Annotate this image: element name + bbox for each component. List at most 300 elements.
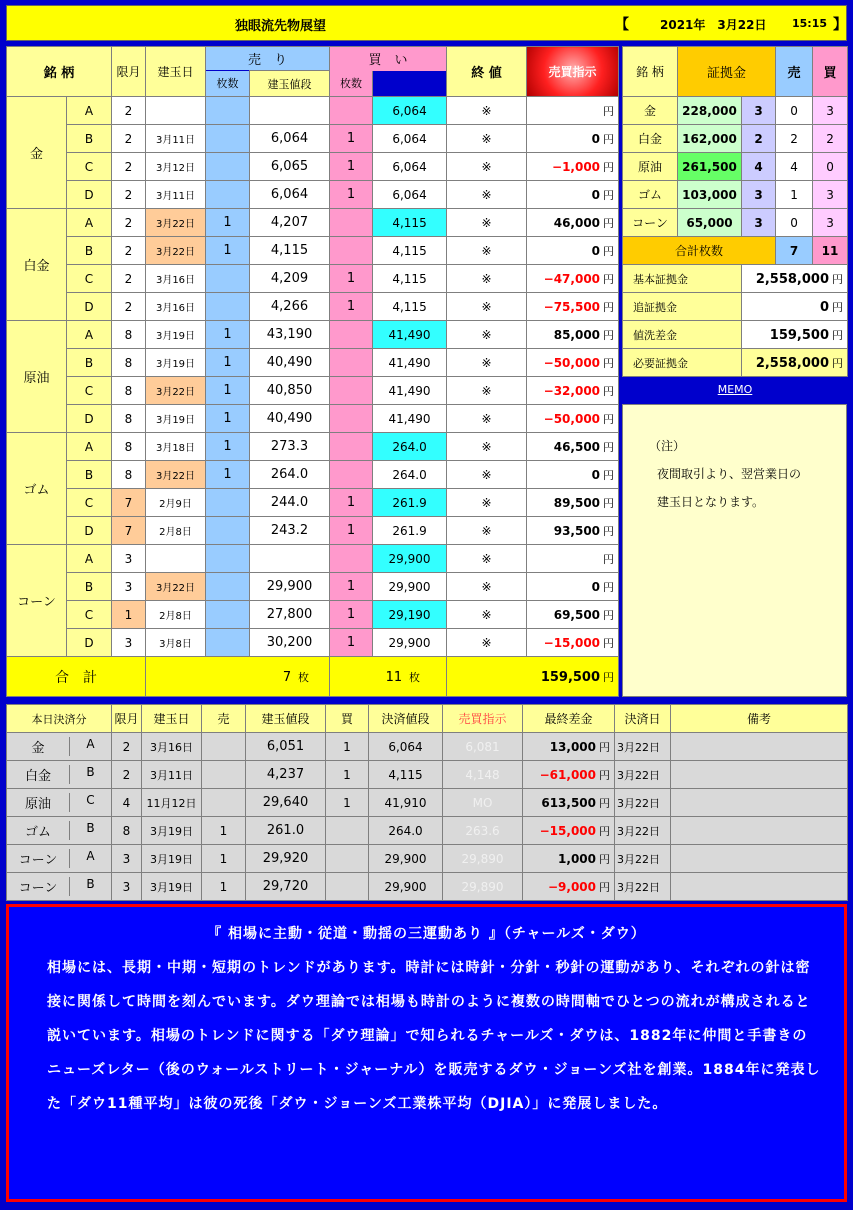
signal-cell: ※ — [447, 601, 527, 629]
close-cell: 264.0 — [373, 461, 447, 489]
settled-slot: C — [69, 793, 111, 812]
date-cell: 3月18日 — [146, 433, 206, 461]
margin-value: 261,500 — [678, 153, 742, 181]
slot-label: D — [67, 629, 112, 657]
date-cell: 3月19日 — [146, 321, 206, 349]
yen-unit: 円 — [832, 300, 844, 314]
yen-unit: 円 — [599, 768, 610, 782]
sell-qty-cell: 1 — [206, 209, 250, 237]
month-cell: 8 — [112, 321, 146, 349]
settled-diff-value: 1,000 — [558, 851, 596, 866]
signal-cell: ※ — [447, 489, 527, 517]
position-row — [7, 125, 619, 153]
signal-cell: ※ — [447, 461, 527, 489]
price-cell — [250, 545, 330, 573]
settled-notes — [671, 789, 848, 817]
price-cell: 4,115 — [250, 237, 330, 265]
date-cell: 3月11日 — [146, 125, 206, 153]
settled-brand — [7, 873, 112, 901]
yen-unit: 円 — [603, 244, 615, 258]
margin-buy-header: 買 — [813, 47, 848, 97]
close-cell: 261.9 — [373, 517, 447, 545]
buy-qty-cell — [330, 237, 373, 265]
diff-value: 0 — [591, 243, 601, 258]
settled-row — [7, 761, 848, 789]
margin-count: 3 — [742, 209, 776, 237]
yen-unit: 円 — [603, 132, 615, 146]
brand-name: ゴム — [7, 433, 67, 545]
signal-cell: ※ — [447, 629, 527, 657]
close-cell: 41,490 — [373, 377, 447, 405]
settled-settle-date: 3月22日 — [615, 789, 671, 817]
slot-label: C — [67, 153, 112, 181]
settled-slot: B — [69, 821, 111, 840]
settled-notes — [671, 845, 848, 873]
settled-brand-header: 本日決済分 — [7, 705, 112, 733]
summary-value — [742, 265, 848, 293]
settled-diff-value: 13,000 — [549, 739, 596, 754]
positions-table — [6, 46, 619, 697]
settled-notes — [671, 817, 848, 845]
brand-name: 金 — [7, 97, 67, 209]
settled-date-header2: 決済日 — [615, 705, 671, 733]
diff-value: 69,500 — [553, 607, 601, 622]
sell-qty-cell — [206, 573, 250, 601]
settled-buy: 1 — [326, 789, 369, 817]
settled-settle-price: 29,900 — [369, 845, 443, 873]
yen-unit: 円 — [599, 824, 610, 838]
margin-sell: 2 — [776, 125, 813, 153]
summary-label: 基本証拠金 — [623, 265, 742, 293]
summary-label: 必要証拠金 — [623, 349, 742, 377]
buy-qty-header: 枚数 — [330, 71, 373, 97]
settled-sell-header: 売 — [202, 705, 246, 733]
settled-settle-price-header: 決済値段 — [369, 705, 443, 733]
buy-qty-cell: 1 — [330, 125, 373, 153]
margin-count: 4 — [742, 153, 776, 181]
yen-unit: 円 — [603, 608, 615, 622]
position-row — [7, 237, 619, 265]
sell-qty-cell: 1 — [206, 405, 250, 433]
margin-value: 228,000 — [678, 97, 742, 125]
memo-link[interactable] — [623, 377, 848, 401]
buy-qty-cell — [330, 97, 373, 125]
settled-settle-date: 3月22日 — [615, 817, 671, 845]
slot-label: C — [67, 489, 112, 517]
margin-brand-header: 銘 柄 — [623, 47, 678, 97]
diff-cell — [527, 405, 619, 433]
margin-count: 2 — [742, 125, 776, 153]
settled-table — [6, 704, 848, 901]
price-cell: 4,266 — [250, 293, 330, 321]
buy-qty-cell: 1 — [330, 629, 373, 657]
yen-unit: 円 — [603, 440, 615, 454]
position-row — [7, 153, 619, 181]
settled-date-header: 建玉日 — [142, 705, 202, 733]
yen-unit: 円 — [603, 552, 615, 566]
settled-slot: B — [69, 877, 111, 896]
price-cell: 27,800 — [250, 601, 330, 629]
settled-date: 3月19日 — [142, 873, 202, 901]
month-cell: 3 — [112, 573, 146, 601]
buy-qty-cell — [330, 321, 373, 349]
margin-row — [623, 209, 848, 237]
price-cell: 40,490 — [250, 349, 330, 377]
settled-sell: 1 — [202, 817, 246, 845]
month-cell: 7 — [112, 517, 146, 545]
settled-month: 2 — [112, 761, 142, 789]
settled-settle-date: 3月22日 — [615, 733, 671, 761]
diff-cell — [527, 545, 619, 573]
report-date: 2021年 3月22日 — [660, 18, 767, 32]
settled-notes — [671, 761, 848, 789]
signal-cell: ※ — [447, 573, 527, 601]
margin-table — [622, 46, 848, 401]
margin-buy: 2 — [813, 125, 848, 153]
settled-slot: B — [69, 765, 111, 784]
position-row — [7, 321, 619, 349]
price-cell: 273.3 — [250, 433, 330, 461]
settled-settle-price: 4,115 — [369, 761, 443, 789]
date-cell: 3月22日 — [146, 377, 206, 405]
close-cell: 41,490 — [373, 321, 447, 349]
diff-value: −50,000 — [543, 355, 601, 370]
date-cell: 3月22日 — [146, 209, 206, 237]
margin-buy: 3 — [813, 181, 848, 209]
settled-brand — [7, 845, 112, 873]
price-cell: 30,200 — [250, 629, 330, 657]
settled-slot: A — [69, 849, 111, 868]
margin-brand: 金 — [623, 97, 678, 125]
settled-price-header: 建玉値段 — [246, 705, 326, 733]
sell-qty-cell — [206, 545, 250, 573]
price-cell: 4,207 — [250, 209, 330, 237]
total-diff-value: 159,500 — [540, 669, 601, 685]
settled-diff-value: −15,000 — [539, 823, 596, 838]
slot-label: C — [67, 601, 112, 629]
yen-unit: 円 — [603, 216, 615, 230]
yen-unit: 円 — [603, 300, 615, 314]
diff-value: 93,500 — [553, 523, 601, 538]
buy-qty-cell: 1 — [330, 265, 373, 293]
margin-row — [623, 125, 848, 153]
price-cell: 40,850 — [250, 377, 330, 405]
settled-signal: 263.6 — [443, 817, 523, 845]
buy-qty-cell — [330, 545, 373, 573]
month-cell: 8 — [112, 433, 146, 461]
margin-count: 3 — [742, 97, 776, 125]
yen-unit: 円 — [603, 328, 615, 342]
settled-settle-date: 3月22日 — [615, 761, 671, 789]
slot-label: C — [67, 265, 112, 293]
settled-brand-name: コーン — [18, 853, 58, 868]
settled-date: 3月19日 — [142, 845, 202, 873]
yen-unit: 円 — [603, 272, 615, 286]
memo-line-2: 建玉日となります。 — [657, 495, 765, 509]
slot-label: A — [67, 97, 112, 125]
signal-cell: ※ — [447, 377, 527, 405]
buy-qty-cell — [330, 377, 373, 405]
settled-date: 3月19日 — [142, 817, 202, 845]
month-cell: 2 — [112, 153, 146, 181]
price-cell: 29,900 — [250, 573, 330, 601]
slot-label: D — [67, 293, 112, 321]
close-cell: 4,115 — [373, 209, 447, 237]
price-cell: 4,209 — [250, 265, 330, 293]
brand-name: 白金 — [7, 209, 67, 321]
brand-name: 原油 — [7, 321, 67, 433]
settled-diff-value: 613,500 — [541, 795, 596, 810]
signal-cell: ※ — [447, 545, 527, 573]
signal-cell: ※ — [447, 517, 527, 545]
buy-qty-cell: 1 — [330, 573, 373, 601]
diff-cell — [527, 601, 619, 629]
diff-value: −75,500 — [543, 299, 601, 314]
slot-label: C — [67, 377, 112, 405]
summary-amount: 2,558,000 — [755, 355, 830, 371]
slot-label: D — [67, 405, 112, 433]
settled-row — [7, 873, 848, 901]
date-bracket-open: 【 — [615, 17, 629, 33]
date-bracket-close: 】 — [833, 17, 847, 33]
settled-signal: 4,148 — [443, 761, 523, 789]
close-cell: 6,064 — [373, 97, 447, 125]
settled-date: 3月11日 — [142, 761, 202, 789]
diff-cell — [527, 97, 619, 125]
signal-cell: ※ — [447, 265, 527, 293]
sell-qty-cell — [206, 489, 250, 517]
sell-qty-cell — [206, 265, 250, 293]
yen-unit: 円 — [603, 412, 615, 426]
position-row — [7, 461, 619, 489]
buy-qty-cell — [330, 405, 373, 433]
position-row — [7, 405, 619, 433]
buy-qty-cell: 1 — [330, 601, 373, 629]
diff-cell — [527, 349, 619, 377]
close-cell: 261.9 — [373, 489, 447, 517]
slot-label: A — [67, 545, 112, 573]
settled-sell — [202, 733, 246, 761]
diff-value: 85,000 — [553, 327, 601, 342]
settled-settle-date: 3月22日 — [615, 873, 671, 901]
month-cell: 8 — [112, 349, 146, 377]
settled-settle-price: 6,064 — [369, 733, 443, 761]
position-row — [7, 293, 619, 321]
diff-cell — [527, 209, 619, 237]
settled-price: 29,920 — [246, 845, 326, 873]
date-cell: 2月8日 — [146, 517, 206, 545]
date-cell: 3月12日 — [146, 153, 206, 181]
diff-value: 89,500 — [553, 495, 601, 510]
settled-row — [7, 845, 848, 873]
settled-brand-name: 金 — [31, 741, 45, 756]
margin-value: 162,000 — [678, 125, 742, 153]
buy-qty-cell — [330, 349, 373, 377]
settled-final-diff — [523, 817, 615, 845]
month-cell: 3 — [112, 545, 146, 573]
close-cell: 41,490 — [373, 405, 447, 433]
signal-cell: ※ — [447, 153, 527, 181]
margin-brand: 原油 — [623, 153, 678, 181]
settled-price: 6,051 — [246, 733, 326, 761]
diff-cell — [527, 433, 619, 461]
settled-sell — [202, 761, 246, 789]
close-cell: 4,115 — [373, 237, 447, 265]
slot-label: D — [67, 517, 112, 545]
memo-box — [622, 404, 847, 697]
month-cell: 2 — [112, 209, 146, 237]
diff-value: −47,000 — [543, 271, 601, 286]
report-time: 15:15 — [792, 17, 828, 30]
yen-unit: 円 — [599, 852, 610, 866]
settled-brand-name: ゴム — [24, 825, 51, 840]
settled-settle-date: 3月22日 — [615, 845, 671, 873]
diff-value: 0 — [591, 579, 601, 594]
margin-sell: 0 — [776, 97, 813, 125]
yen-unit: 円 — [832, 356, 844, 370]
yen-unit: 円 — [603, 384, 615, 398]
yen-unit: 円 — [603, 524, 615, 538]
total-buy — [330, 657, 447, 697]
total-buy-count: 11 — [385, 669, 403, 685]
diff-cell — [527, 293, 619, 321]
close-cell: 6,064 — [373, 181, 447, 209]
diff-value: −50,000 — [543, 411, 601, 426]
settled-final-diff — [523, 789, 615, 817]
memo-line-1: 夜間取引より、翌営業日の — [657, 467, 802, 481]
settled-settle-price: 264.0 — [369, 817, 443, 845]
signal-cell: ※ — [447, 125, 527, 153]
summary-amount: 0 — [819, 299, 830, 315]
settled-settle-price: 41,910 — [369, 789, 443, 817]
month-cell: 3 — [112, 629, 146, 657]
month-cell: 2 — [112, 125, 146, 153]
buy-qty-cell: 1 — [330, 489, 373, 517]
summary-value — [742, 321, 848, 349]
sell-qty-cell — [206, 629, 250, 657]
summary-amount: 2,558,000 — [755, 271, 830, 287]
summary-label: 追証拠金 — [623, 293, 742, 321]
settled-price: 29,720 — [246, 873, 326, 901]
essay-box — [6, 904, 847, 1202]
diff-cell — [527, 265, 619, 293]
diff-cell — [527, 573, 619, 601]
settled-signal: 6,081 — [443, 733, 523, 761]
settled-month: 3 — [112, 845, 142, 873]
margin-value: 103,000 — [678, 181, 742, 209]
sell-qty-cell: 1 — [206, 349, 250, 377]
diff-cell — [527, 629, 619, 657]
diff-value: 0 — [591, 131, 601, 146]
yen-unit: 円 — [603, 468, 615, 482]
position-row — [7, 517, 619, 545]
position-row — [7, 265, 619, 293]
date-cell: 3月16日 — [146, 265, 206, 293]
total-label: 合 計 — [7, 657, 146, 697]
yen-unit: 円 — [603, 636, 615, 650]
buy-qty-cell: 1 — [330, 181, 373, 209]
buy-qty-cell: 1 — [330, 153, 373, 181]
yen-unit: 円 — [599, 796, 610, 810]
month-cell: 2 — [112, 293, 146, 321]
month-cell: 2 — [112, 265, 146, 293]
signal-cell: ※ — [447, 293, 527, 321]
settled-notes-header: 備考 — [671, 705, 848, 733]
margin-buy: 0 — [813, 153, 848, 181]
diff-cell — [527, 461, 619, 489]
close-cell: 29,900 — [373, 573, 447, 601]
signal-cell: ※ — [447, 209, 527, 237]
sell-qty-cell: 1 — [206, 433, 250, 461]
price-cell: 40,490 — [250, 405, 330, 433]
position-row — [7, 573, 619, 601]
signal-cell: ※ — [447, 237, 527, 265]
date-cell: 2月9日 — [146, 489, 206, 517]
close-cell: 29,900 — [373, 545, 447, 573]
settled-brand — [7, 789, 112, 817]
total-sell-count: 7 — [282, 669, 292, 685]
position-row — [7, 629, 619, 657]
sell-qty-cell — [206, 601, 250, 629]
settled-buy: 1 — [326, 733, 369, 761]
position-row — [7, 377, 619, 405]
close-cell: 264.0 — [373, 433, 447, 461]
price-cell — [250, 97, 330, 125]
yen-unit: 円 — [599, 740, 610, 754]
close-cell: 6,064 — [373, 125, 447, 153]
settled-signal: 29,890 — [443, 845, 523, 873]
yen-unit: 円 — [832, 328, 844, 342]
price-cell: 244.0 — [250, 489, 330, 517]
settled-row — [7, 733, 848, 761]
date-cell: 3月8日 — [146, 629, 206, 657]
settled-buy — [326, 873, 369, 901]
close-cell: 29,190 — [373, 601, 447, 629]
settled-final-diff — [523, 873, 615, 901]
settled-month: 8 — [112, 817, 142, 845]
summary-label: 値洗差金 — [623, 321, 742, 349]
slot-label: A — [67, 209, 112, 237]
settled-brand — [7, 761, 112, 789]
settled-date: 11月12日 — [142, 789, 202, 817]
margin-brand: ゴム — [623, 181, 678, 209]
month-cell: 1 — [112, 601, 146, 629]
page-title: 独眼流先物展望 — [235, 19, 327, 34]
diff-cell — [527, 125, 619, 153]
sell-qty-cell: 1 — [206, 461, 250, 489]
settled-final-diff — [523, 761, 615, 789]
sell-qty-cell — [206, 153, 250, 181]
settled-date: 3月16日 — [142, 733, 202, 761]
yen-unit: 円 — [603, 188, 615, 202]
yen-unit: 円 — [603, 356, 615, 370]
diff-cell — [527, 321, 619, 349]
memo-link-text[interactable]: MEMO — [717, 382, 753, 396]
settled-price: 29,640 — [246, 789, 326, 817]
buy-qty-cell — [330, 461, 373, 489]
price-cell: 43,190 — [250, 321, 330, 349]
settled-final-diff — [523, 733, 615, 761]
margin-buy: 3 — [813, 209, 848, 237]
price-cell: 6,064 — [250, 181, 330, 209]
yen-unit: 円 — [603, 670, 615, 684]
date-header: 建玉日 — [146, 47, 206, 97]
buy-qty-cell: 1 — [330, 293, 373, 321]
margin-total-label: 合計枚数 — [623, 237, 776, 265]
slot-label: B — [67, 349, 112, 377]
slot-label: B — [67, 573, 112, 601]
price-cell: 264.0 — [250, 461, 330, 489]
